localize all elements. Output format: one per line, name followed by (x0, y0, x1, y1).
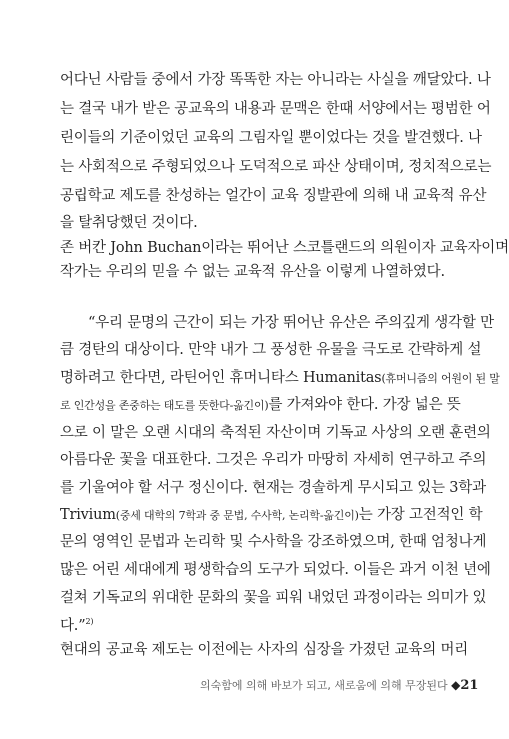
body-line: 현대의 공교육 제도는 이전에는 사자의 심장을 가졌던 교육의 머리 (60, 642, 469, 658)
quote-line: 걸쳐 기독교의 위대한 문화의 꽃을 피워 내었던 과정이라는 의미가 있 (60, 590, 487, 606)
quote-line: 를 기울여야 할 서구 정신이다. 현재는 경솔하게 무시되고 있는 3학과 (60, 480, 486, 496)
translator-note: (휴머니즘의 어원이 된 말 (381, 372, 500, 385)
diamond-icon: ◆ (451, 678, 461, 692)
quote-text: 명하려고 한다면, 라틴어인 휴머니타스 Humanitas (60, 370, 382, 386)
quote-line (60, 395, 461, 416)
quote-line: 아름다운 꽃을 대표한다. 그것은 우리가 마땅히 자세히 연구하고 주의 (60, 452, 487, 468)
translator-note: (중세 대학의 7학과 중 문법, 수사학, 논리학-옮긴이) (115, 509, 359, 522)
body-line: 는 결국 내가 받은 공교육의 내용과 문맥은 한때 서양에서는 평범한 어 (60, 101, 491, 117)
body-line: 을 탈취당했던 것이다. (60, 215, 198, 231)
running-title: 의숙함에 의해 바보가 되고, 새로움에 의해 무장된다 (200, 679, 448, 692)
body-line: 는 사회적으로 주형되었으나 도덕적으로 파산 상태이며, 정치적으로는 (60, 159, 492, 175)
quote-line (60, 505, 483, 526)
body-line: 린이들의 기준이었던 교육의 그림자일 뿐이었다는 것을 발견했다. 나 (60, 130, 482, 146)
quote-line: 많은 어린 세대에게 평생학습의 도구가 되었다. 이들은 과거 이천 년에 (60, 562, 491, 578)
quote-line: 큼 경탄의 대상이다. 만약 내가 그 풍성한 유물을 극도로 간략하게 설 (60, 342, 482, 358)
footnote-marker: 2) (85, 617, 94, 626)
body-line: 어다닌 사람들 중에서 가장 똑똑한 자는 아니라는 사실을 깨달았다. 나 (60, 72, 491, 88)
page-footer (200, 677, 479, 693)
quote-line: 으로 이 말은 오랜 시대의 축적된 자산이며 기독교 사상의 오랜 훈련의 (60, 425, 491, 441)
translator-note: 로 인간성을 존중하는 태도를 뜻한다-옮긴이) (60, 399, 269, 412)
quote-text: Trivium (60, 507, 116, 523)
body-line: 존 버칸 John Buchan이라는 뛰어난 스코틀랜드의 의원이자 교육자이며 (60, 240, 509, 256)
body-line: 작가는 우리의 믿을 수 없는 교육적 유산을 이렇게 나열하였다. (60, 264, 445, 280)
quote-text: 를 가져와야 한다. 가장 넓은 뜻 (268, 397, 461, 413)
quote-line: “우리 문명의 근간이 되는 가장 뛰어난 유산은 주의깊게 생각할 만 (88, 315, 494, 331)
quote-line (60, 612, 455, 636)
quote-text: 는 가장 고전적인 학 (358, 507, 483, 523)
page-number: 21 (460, 678, 479, 693)
quote-line (60, 368, 500, 389)
quote-line: 문의 영역인 문법과 논리학 및 수사학을 강조하였으며, 한때 엄청나게 (60, 534, 487, 550)
body-line: 공립학교 제도를 찬성하는 얼간이 교육 징발관에 의해 내 교육적 유산 (60, 188, 487, 204)
quote-text: 다.” (60, 617, 86, 634)
